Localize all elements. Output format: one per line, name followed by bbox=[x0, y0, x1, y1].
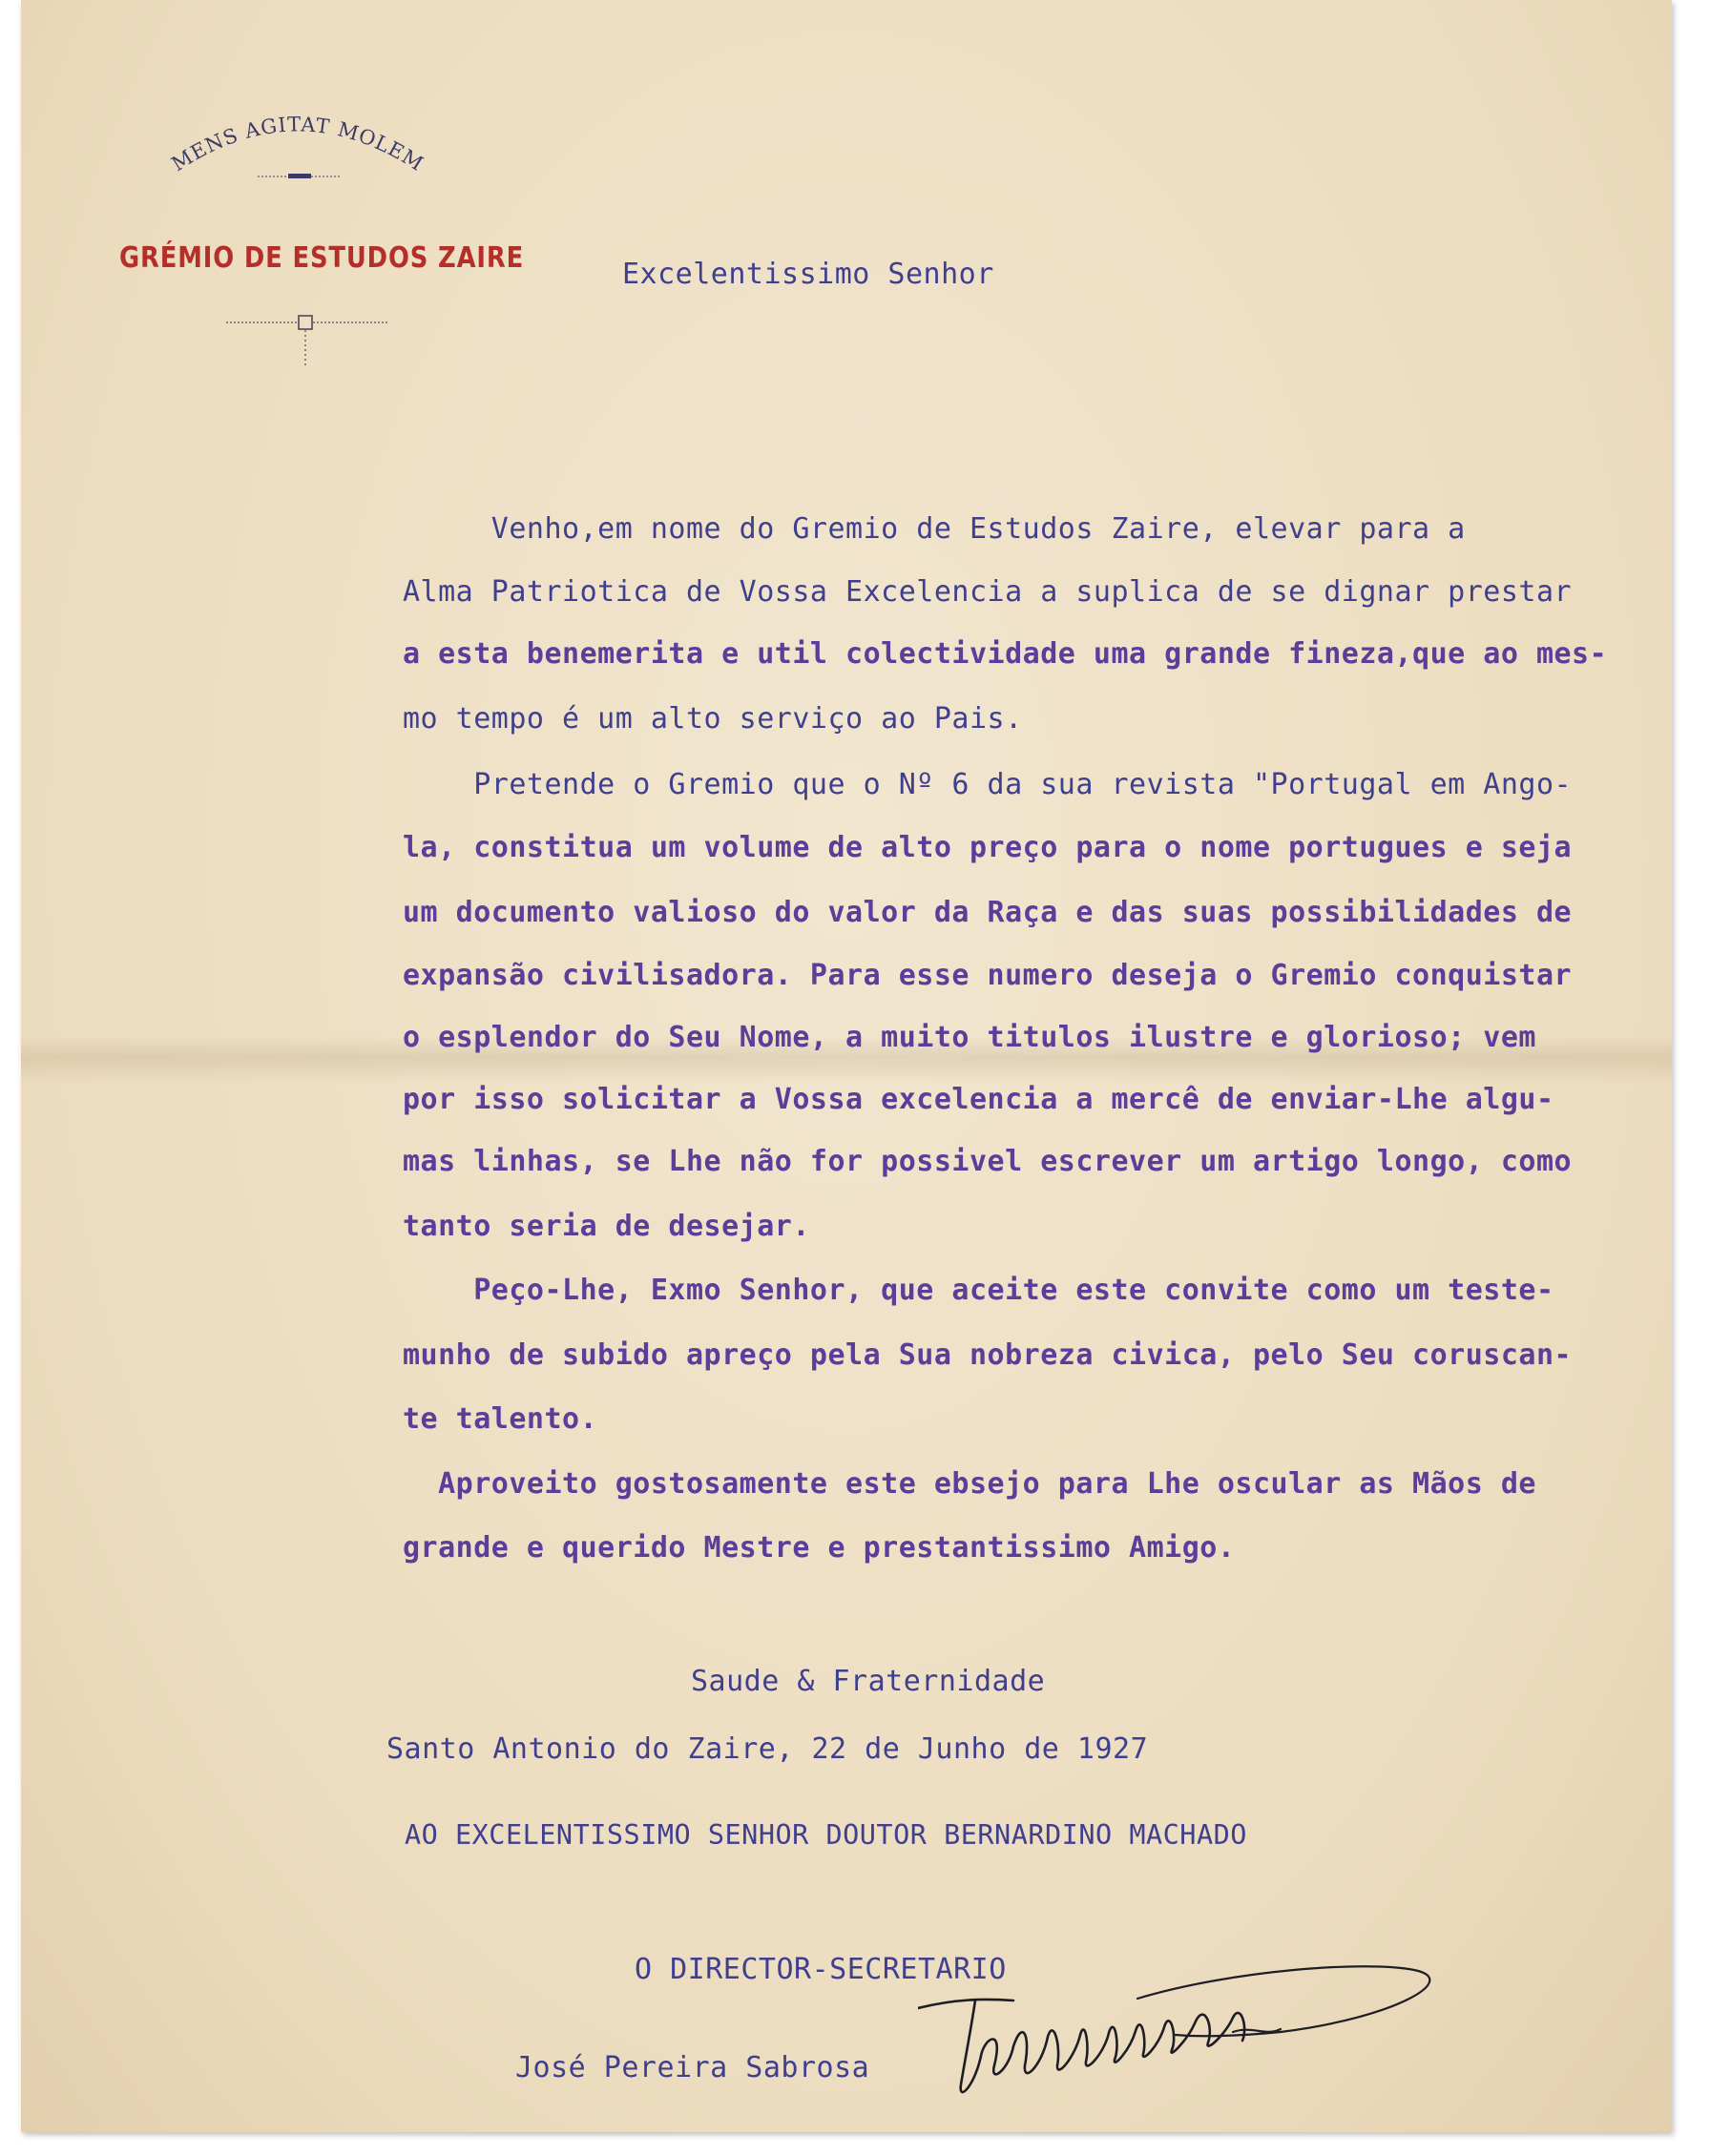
body-line: tanto seria de desejar. bbox=[403, 1210, 810, 1243]
place-and-date: Santo Antonio do Zaire, 22 de Junho de 1927 bbox=[386, 1732, 1149, 1766]
body-line: Pretende o Gremio que o Nº 6 da sua revista "Portugal em Ango- bbox=[403, 768, 1573, 801]
body-line: la, constitua um volume de alto preço para o nome portugues e seja bbox=[403, 831, 1573, 864]
body-line: Peço-Lhe, Exmo Senhor, que aceite este convite como um teste- bbox=[403, 1274, 1554, 1307]
body-line: mas linhas, se Lhe não for possivel escrever um artigo longo, como bbox=[403, 1145, 1573, 1178]
body-line: te talento. bbox=[403, 1402, 598, 1436]
body-line: a esta benemerita e util colectividade uma grande fineza,que ao mes- bbox=[403, 637, 1608, 671]
body-line: munho de subido apreço pela Sua nobreza civica, pelo Seu coruscan- bbox=[403, 1338, 1573, 1372]
body-line: mo tempo é um alto serviço ao Pais. bbox=[403, 702, 1023, 736]
organization-name: GRÉMIO DE ESTUDOS ZAIRE bbox=[119, 241, 525, 275]
body-line: por isso solicitar a Vossa excelencia a mercê de enviar-Lhe algu- bbox=[403, 1083, 1554, 1116]
closing-formula: Saude & Fraternidade bbox=[691, 1665, 1046, 1698]
letterhead-motto bbox=[145, 91, 450, 196]
body-line: expansão civilisadora. Para esse numero deseja o Gremio conquistar bbox=[403, 959, 1573, 992]
body-line: o esplendor do Seu Nome, a muito titulos ilustre e glorioso; vem bbox=[403, 1021, 1536, 1054]
body-line: grande e querido Mestre e prestantissimo Amigo. bbox=[403, 1531, 1236, 1565]
signatory-name: José Pereira Sabrosa bbox=[515, 2051, 870, 2084]
motto-text: MENS AGITAT MOLEM bbox=[167, 113, 428, 176]
salutation: Excelentissimo Senhor bbox=[622, 258, 994, 291]
body-line: Aproveito gostosamente este ebsejo para Lhe oscular as Mãos de bbox=[403, 1467, 1536, 1501]
letter-sheet bbox=[21, 0, 1672, 2132]
handwritten-signature bbox=[918, 1941, 1491, 2123]
body-line: Venho,em nome do Gremio de Estudos Zaire, elevar para a bbox=[403, 512, 1466, 546]
addressee: AO EXCELENTISSIMO SENHOR DOUTOR BERNARDINO MACHADO bbox=[405, 1819, 1247, 1851]
body-line: um documento valioso do valor da Raça e das suas possibilidades de bbox=[403, 896, 1573, 929]
letterhead-ornament bbox=[226, 313, 388, 370]
body-line: Alma Patriotica de Vossa Excelencia a suplica de se dignar prestar bbox=[403, 575, 1573, 609]
signatory-title: O DIRECTOR-SECRETARIO bbox=[635, 1953, 1007, 1986]
